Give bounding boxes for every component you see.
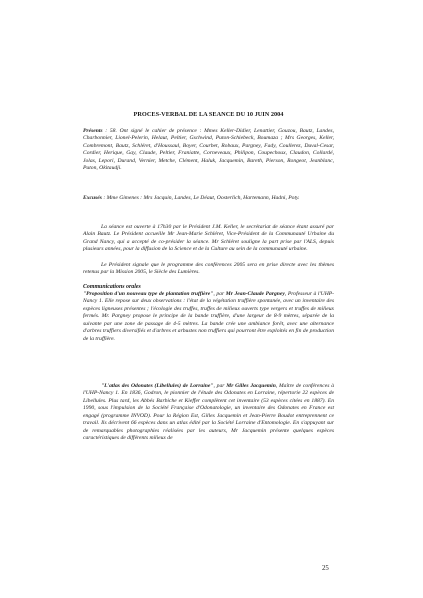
excuses-paragraph bbox=[83, 195, 334, 202]
talk-2-by: , par bbox=[213, 383, 227, 389]
opening-text-2: Le Président signale que le programme des conférences 2005 sera en prise directe avec les thèmes retenus par la Mission 2005, le Siècle des Lumières. bbox=[83, 262, 334, 276]
section-heading: Communications orales bbox=[83, 284, 141, 290]
presents-text: : 58. Ont signé le cahier de présence : Mmes Keller-Didier, Lenattier, Gouzou, Bautz, Landes, Charbonnier, Lionel-Pelerin, Helaut, Peltier, Gschwind, Puton-Schiebeck, Boumaza ; Mrs Georges, Keller, Combremont, Bautz, Schléret, d'Houssaul, Boyer, Courbet, Robaux, Pargney, Fady, Coullerez, Duval-Cesar, Cordier, Herique, Gay, Claude, Peltier, Franiatte, Corneveaux, Philipon, Coupechoux, Claudon, Collardé, Jolas, Lepori, Durand, Vernier, Metche, Clément, Haluk, Jacquemin, Bareth, Pierson, Rongeot, Jeanblanc, Puton, Okitaudji. bbox=[83, 128, 334, 172]
talk-2-paragraph bbox=[83, 383, 334, 443]
page-title: PROCES-VERBAL DE LA SEANCE DU 10 JUIN 2004 bbox=[133, 111, 284, 118]
talk-2-text: , Maître de conférences à l'UHP-Nancy 1. En 1836, Godron, le pionnier de l'étude des Odonates en Lorraine, répertorie 22 espèces de Libellules. Plus tard, les Abbés Barbiche et Kieffer complètent cet inventaire (53 espèces citées en 1887). En 1990, sous l'impulsion de la Société Française d'Odonatologie, un inventaire des Odonates en France est engagé (programme INVOD). Pour la Région Est, Gilles Jacquemin et Jean-Pierre Boudot entreprennent ce travail. Ils décrivent 66 espèces dans un atlas édité par la Société Lorraine d'Entomologie. En s'appuyant sur de remarquables photographies réalisées par les auteurs, Mr Jacquemin présente quelques espèces caractéristiques de différents milieux de bbox=[83, 383, 335, 442]
talk-1-paragraph bbox=[83, 291, 334, 343]
talk-2-speaker: Mr Gilles Jacquemin bbox=[226, 383, 276, 389]
talk-1-speaker: Mr Jean-Claude Pargney bbox=[225, 291, 285, 297]
talk-1-by: , par bbox=[213, 291, 226, 297]
opening-paragraph bbox=[83, 224, 334, 254]
talk-1-title: "Proposition d'un nouveau type de plantation truffière" bbox=[83, 291, 214, 297]
opening-text-1: La séance est ouverte à 17h30 par le Président J.M. Keller, le secrétariat de séance étant assuré par Alain Bautz. Le Président accueille Mr Jean-Marie Schléret, Vice-Président de la Communauté Urbaine du Grand Nancy, qui a accepté de co-présider la séance. Mr Schléret souligne la part prise par l'ALS, depuis plusieurs années, pour la diffusion de la Science et de la Culture au sein de la communauté urbaine. bbox=[83, 224, 334, 253]
talk-2-title: "L'atlas des Odonates (Libellules) de Lorraine" bbox=[101, 383, 214, 389]
presents-paragraph bbox=[83, 128, 334, 173]
talk-1-text: , Professeur à l'UHP-Nancy 1. Elle repose sur deux observations : l'état de la végétation truffière spontanée, avec un inventaire des espèces ligneuses présentes ; l'écologie des truffes, truffes de milieux ouverts type vergers et truffes de milieux fermés. Mr. Pargney propose le principe de la bande truffière, d'une largeur de 8-9 mètres, séparée de la suivante par une zone de passage de 4-5 mètres. La bande crée une ambiance forêt, avec une alternance d'arbres truffiers diversifiés et d'arbres et arbustes non truffiers qui pourront être exploités en fin de production de la truffière. bbox=[83, 291, 335, 342]
program-paragraph bbox=[83, 262, 334, 277]
page-number: 25 bbox=[322, 565, 329, 572]
excuses-label: Excusés bbox=[83, 195, 102, 201]
excuses-text: : Mme Gimenes : Mrs Jacquin, Landes, Le Déaut, Oosterlich, Hartemann, Hadni, Poty. bbox=[101, 195, 300, 201]
presents-label: Présents bbox=[83, 128, 103, 134]
